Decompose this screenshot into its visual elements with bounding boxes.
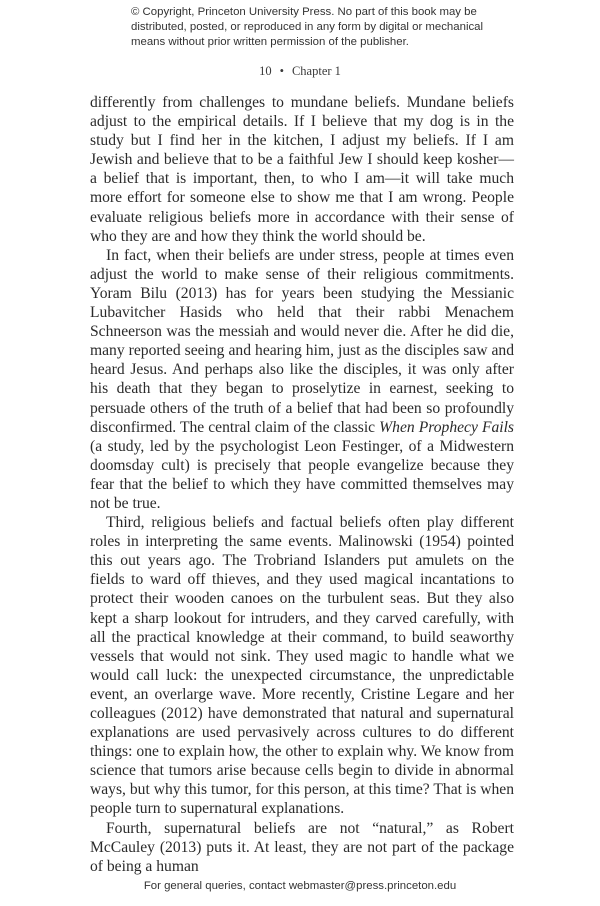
footer-contact: For general queries, contact webmaster@press.princeton.edu [143,880,457,892]
paragraph-3: Third, religious beliefs and factual beliefs often play different roles in interpreting the same events. Malinowski (1954) pointed this out years ago. The Trobriand Islanders put amulets on the fields to ward off thieves, and they used magical incantations to protect their wooden canoes on the turbulent seas. But they also kept a sharp lookout for intruders, and they carved carefully, with all the practical knowledge at their command, to build seaworthy vessels that would not sink. They used magic to handle what we would call luck: the unexpected circumstance, the unpredictable event, an overlarge wave. More recently, Cristine Legare and her colleagues (2012) have demonstrated that natural and supernatural explanations are used pervasively across cultures to do different things: one to explain how, the other to explain why. We know from science that tumors arise because cells begin to divide in abnormal ways, but why this tumor, for this person, at this time? That is when people turn to supernatural explanations. [90,514,514,818]
body-text [90,93,514,876]
book-title-when-prophecy-fails: When Prophecy Fails [379,418,515,436]
separator-bullet: • [279,64,284,78]
chapter-label: Chapter 1 [291,64,341,78]
paragraph-2-text-after: (a study, led by the psychologist Leon Festinger, of a Midwestern doomsday cult) is precisely that people evangelize because they fear that the belief to which they have committed themselves may not be true. [90,437,514,512]
paragraph-2-text: In fact, when their beliefs are under stress, people at times even adjust the world to make sense of their religious commitments. Yoram Bilu (2013) has for years been studying the Messianic Lubavitcher Hasids who held that their rabbi Menachem Schneerson was the messiah and would never die. After he did die, many reported seeing and hearing him, just as the disciples saw and heard Jesus. And perhaps also like the disciples, it was only after his death that they began to proselytize in earnest, seeking to persuade others of the truth of a belief that had been so profoundly disconfirmed. The central claim of the classic [90,246,514,436]
running-head [0,64,600,79]
paragraph-4: Fourth, supernatural beliefs are not “natural,” as Robert McCauley (2013) puts it. At least, they are not part of the package of being a human [90,819,514,875]
page-number: 10 [259,64,272,78]
copyright-notice: © Copyright, Princeton University Press. No part of this book may be distributed, posted, or reproduced in any form by digital or mechanical means without prior written permission of the publisher. [131,6,484,48]
paragraph-2 [90,246,514,513]
paragraph-1: differently from challenges to mundane beliefs. Mundane beliefs adjust to the empirical details. If I believe that my dog is in the study but I find her in the kitchen, I adjust my beliefs. If I am Jewish and believe that to be a faithful Jew I should keep kosher—a belief that is important, then, to who I am—it will take much more effort for someone else to show me that I am wrong. People evaluate religious beliefs more in accordance with their sense of who they are and how they think the world should be. [90,94,514,245]
